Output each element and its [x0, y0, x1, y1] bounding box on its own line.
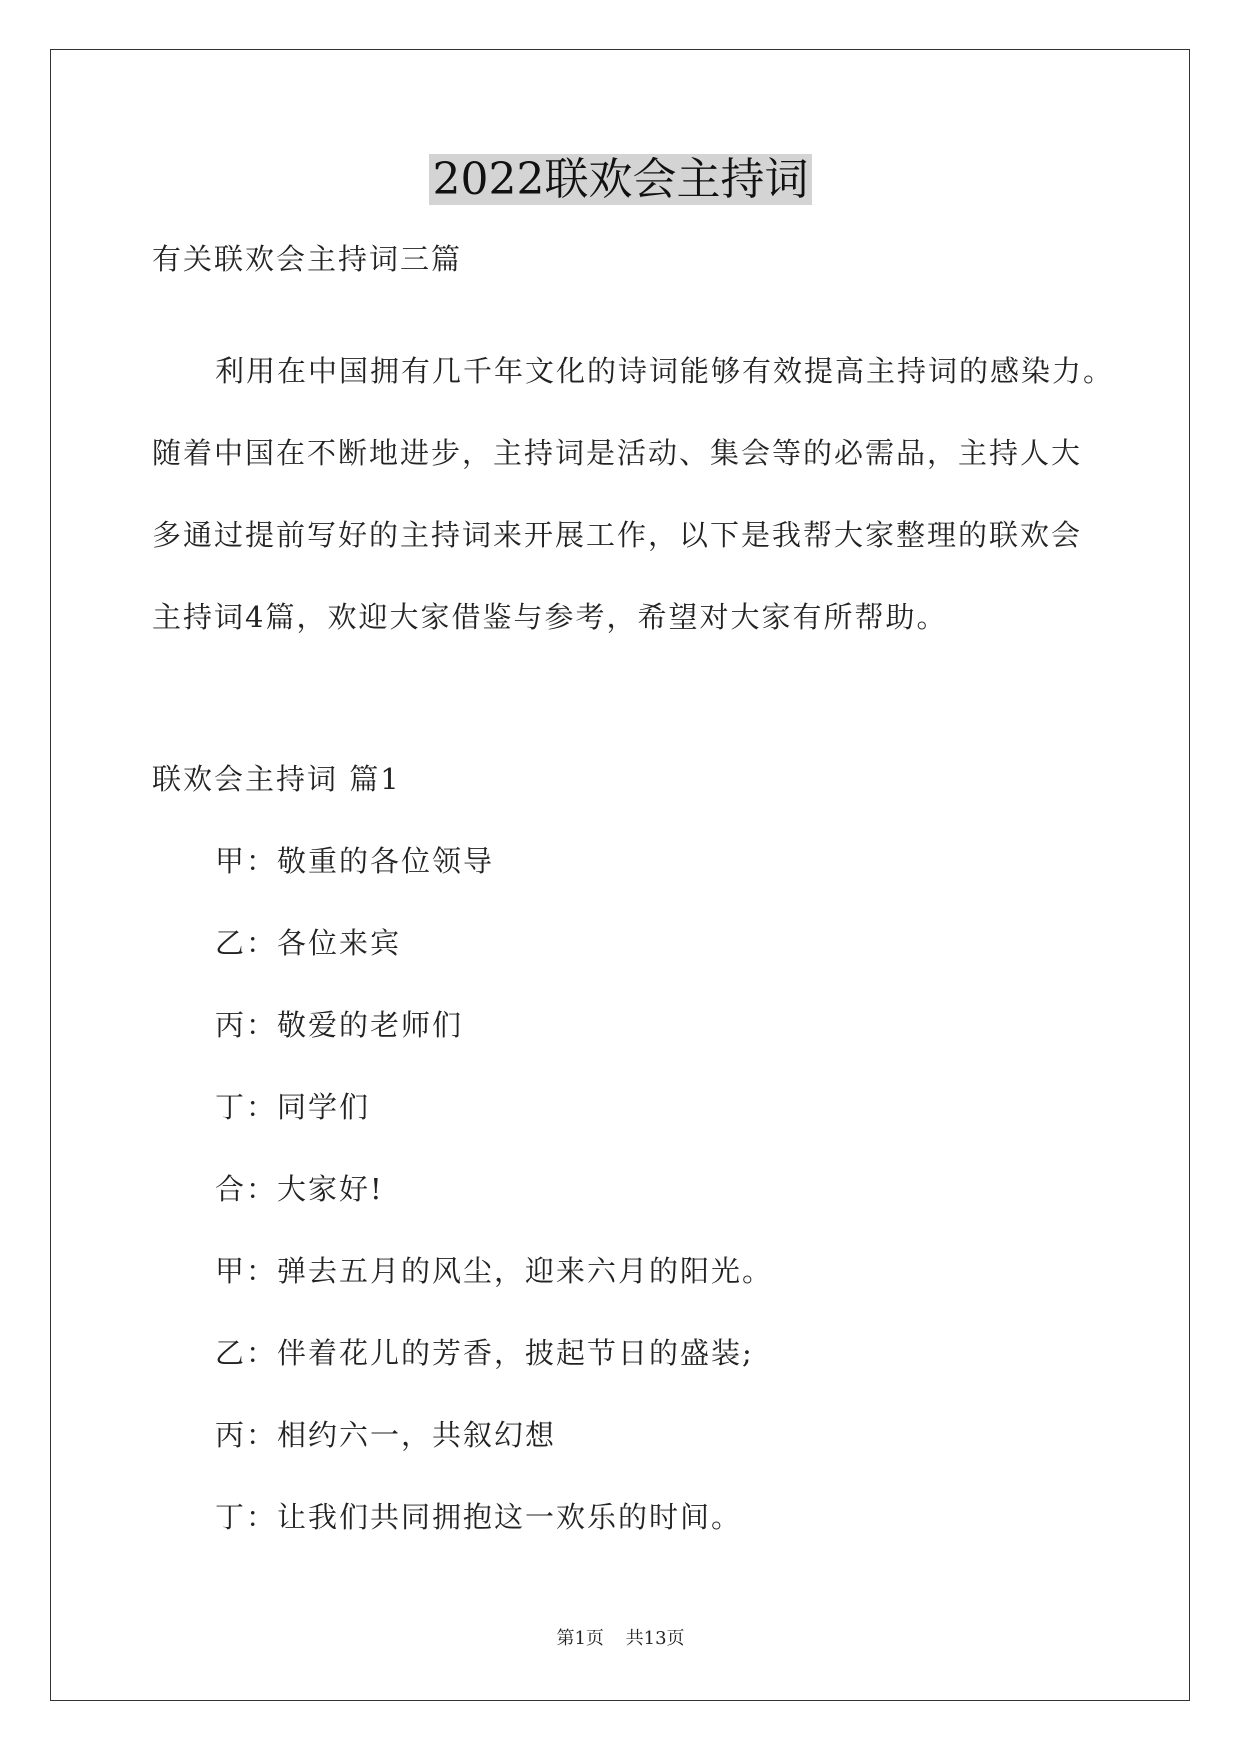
dialogue-line: 丁：同学们	[215, 1090, 371, 1124]
intro-line-3: 多通过提前写好的主持词来开展工作，以下是我帮大家整理的联欢会	[152, 518, 1083, 552]
dialogue-line: 甲：弹去五月的风尘，迎来六月的阳光。	[215, 1254, 774, 1288]
dialogue-line: 甲：敬重的各位领导	[215, 844, 495, 878]
title-text: 2022联欢会主持词	[429, 154, 813, 205]
intro-line-2: 随着中国在不断地进步，主持词是活动、集会等的必需品，主持人大	[152, 436, 1083, 470]
intro-line-4: 主持词4篇，欢迎大家借鉴与参考，希望对大家有所帮助。	[152, 600, 948, 634]
dialogue-line: 合：大家好!	[215, 1172, 384, 1206]
document-title	[0, 150, 1241, 210]
section-heading: 联欢会主持词 篇1	[152, 762, 401, 796]
page-number: 第1页	[556, 1628, 604, 1649]
dialogue-line: 丙：相约六一，共叙幻想	[215, 1418, 557, 1452]
page-footer	[0, 1624, 1241, 1650]
subtitle: 有关联欢会主持词三篇	[152, 242, 463, 276]
dialogue-line: 丙：敬爱的老师们	[215, 1008, 464, 1042]
intro-line-1: 利用在中国拥有几千年文化的诗词能够有效提高主持词的感染力。	[215, 354, 1115, 388]
dialogue-line: 丁：让我们共同拥抱这一欢乐的时间。	[215, 1500, 743, 1534]
page-total: 共13页	[625, 1628, 685, 1649]
dialogue-line: 乙：伴着花儿的芳香，披起节日的盛装;	[215, 1336, 754, 1370]
dialogue-line: 乙：各位来宾	[215, 926, 402, 960]
